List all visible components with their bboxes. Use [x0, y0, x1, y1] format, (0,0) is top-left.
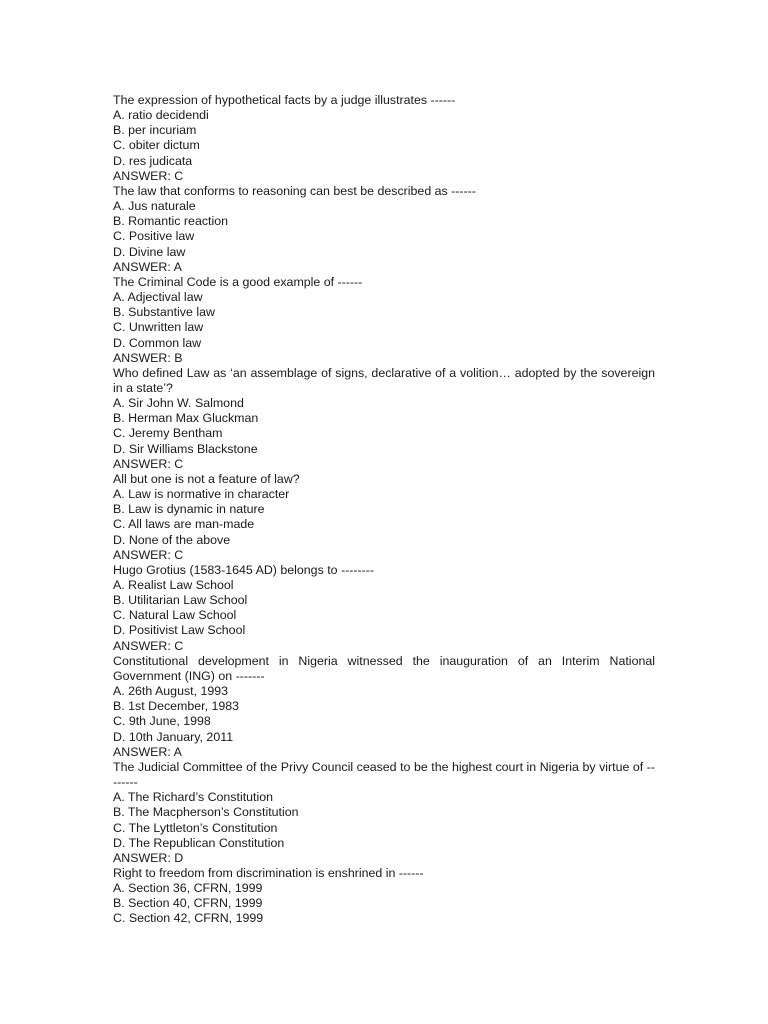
option-b: B. per incuriam [113, 123, 197, 138]
option-a: A. Adjectival law [113, 290, 203, 305]
option-b: B. Romantic reaction [113, 214, 229, 229]
question-stem: Hugo Grotius (1583-1645 AD) belongs to -------- [113, 562, 374, 577]
option-d: D. 10th January, 2011 [113, 729, 234, 744]
option-b: B. Substantive law [113, 305, 215, 320]
document-page [113, 93, 655, 927]
option-b: B. Utilitarian Law School [113, 593, 248, 608]
answer-line: ANSWER: C [113, 168, 184, 183]
option-c: C. Positive law [113, 229, 195, 244]
option-c: C. Unwritten law [113, 320, 204, 335]
answer-line: ANSWER: C [113, 638, 184, 653]
question-block [113, 184, 655, 275]
option-b: B. 1st December, 1983 [113, 699, 240, 714]
question-stem: Constitutional development in Nigeria witnessed the inauguration of an Interim National Government (ING) on ------- [113, 653, 655, 683]
question-stem: All but one is not a feature of law? [113, 471, 300, 486]
answer-line: ANSWER: A [113, 259, 182, 274]
answer-line: ANSWER: A [113, 744, 182, 759]
option-c: C. Section 42, CFRN, 1999 [113, 911, 264, 926]
question-stem: The law that conforms to reasoning can best be described as ------ [113, 183, 476, 198]
question-block [113, 760, 655, 866]
option-b: B. The Macpherson’s Constitution [113, 805, 299, 820]
option-b: B. Law is dynamic in nature [113, 502, 265, 517]
question-block [113, 366, 655, 472]
option-a: A. ratio decidendi [113, 108, 209, 123]
question-block [113, 93, 655, 184]
option-a: A. The Richard’s Constitution [113, 790, 274, 805]
option-d: D. Sir Williams Blackstone [113, 441, 258, 456]
option-a: A. Section 36, CFRN, 1999 [113, 881, 263, 896]
option-b: B. Section 40, CFRN, 1999 [113, 896, 263, 911]
option-a: A. 26th August, 1993 [113, 684, 229, 699]
option-d: D. None of the above [113, 532, 231, 547]
question-block [113, 472, 655, 563]
question-stem: The expression of hypothetical facts by a judge illustrates ------ [113, 93, 456, 107]
option-c: C. The Lyttleton’s Constitution [113, 820, 278, 835]
answer-line: ANSWER: B [113, 350, 183, 365]
option-d: D. The Republican Constitution [113, 835, 285, 850]
option-c: C. Natural Law School [113, 608, 237, 623]
question-stem: The Judicial Committee of the Privy Council ceased to be the highest court in Nigeria by virtue of -------- [113, 759, 655, 790]
option-d: D. Common law [113, 335, 202, 350]
question-block [113, 275, 655, 366]
option-a: A. Jus naturale [113, 199, 196, 214]
question-block [113, 563, 655, 654]
question-stem: Who defined Law as ‘an assemblage of signs, declarative of a volition… adopted by the sovereign in a state’? [113, 365, 655, 395]
option-c: C. obiter dictum [113, 138, 200, 153]
option-d: D. Positivist Law School [113, 623, 246, 638]
option-c: C. All laws are man-made [113, 517, 255, 532]
option-d: D. Divine law [113, 244, 186, 259]
option-c: C. 9th June, 1998 [113, 714, 211, 729]
question-stem: Right to freedom from discrimination is enshrined in ------ [113, 865, 424, 880]
option-a: A. Sir John W. Salmond [113, 396, 244, 411]
option-a: A. Law is normative in character [113, 487, 290, 502]
answer-line: ANSWER: C [113, 456, 184, 471]
option-d: D. res judicata [113, 153, 193, 168]
option-b: B. Herman Max Gluckman [113, 411, 259, 426]
option-c: C. Jeremy Bentham [113, 426, 223, 441]
question-block [113, 654, 655, 760]
question-stem: The Criminal Code is a good example of ------ [113, 274, 363, 289]
question-block [113, 866, 655, 927]
option-a: A. Realist Law School [113, 578, 234, 592]
answer-line: ANSWER: D [113, 850, 184, 865]
answer-line: ANSWER: C [113, 547, 184, 562]
